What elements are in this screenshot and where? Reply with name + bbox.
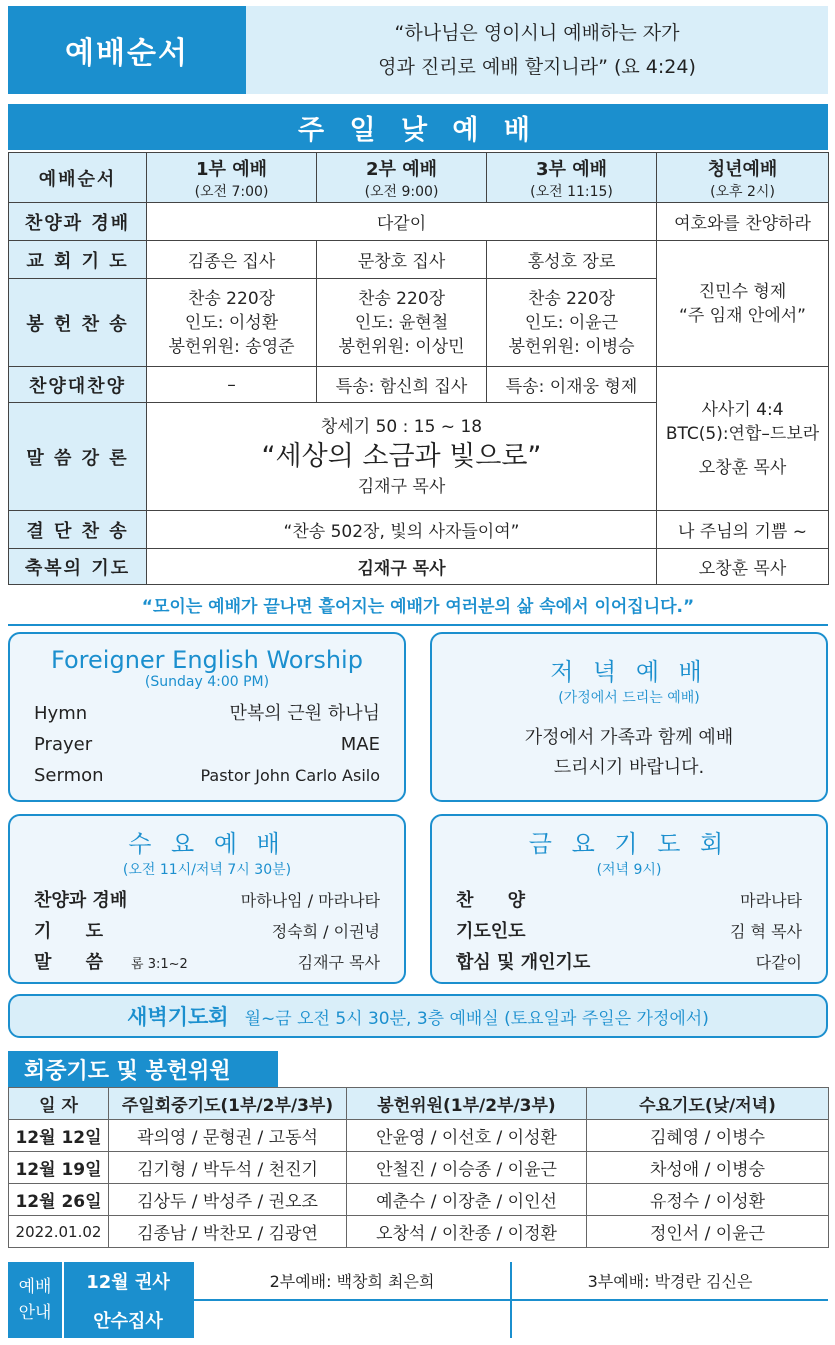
col-header-youth: 청년예배 (오후 2시) bbox=[657, 153, 829, 203]
guide-body bbox=[64, 1262, 828, 1338]
evening-text-2: 드리시기 바랍니다. bbox=[553, 757, 705, 778]
decision-youth: 나 주님의 기쁨 ~ bbox=[657, 511, 829, 549]
guide-head: 예배 안내 bbox=[8, 1262, 64, 1338]
youth-prayer-offering: 진민수 형제 “주 임재 안에서” bbox=[657, 241, 829, 367]
worship-order-table bbox=[8, 152, 829, 585]
header-quote bbox=[246, 6, 828, 94]
sermon-title: “세상의 소금과 빛으로” bbox=[261, 440, 542, 472]
english-sub: (Sunday 4:00 PM) bbox=[144, 674, 270, 690]
english-row: Prayer MAE bbox=[34, 734, 380, 755]
divider bbox=[8, 624, 828, 626]
choir-1: – bbox=[147, 367, 317, 403]
friday-row: 기도인도 김 혁 목사 bbox=[456, 921, 802, 942]
english-title: Foreigner English Worship bbox=[51, 646, 363, 674]
sermon-main bbox=[147, 403, 657, 511]
benediction-all: 김재구 목사 bbox=[147, 549, 657, 585]
slogan: “모이는 예배가 끝나면 흩어지는 예배가 여러분의 삶 속에서 이어집니다.” bbox=[141, 597, 695, 617]
guide-row-deaconess bbox=[64, 1262, 828, 1301]
col-header-2: 2부 예배 (오전 9:00) bbox=[317, 153, 487, 203]
friday-title: 금 요 기 도 회 bbox=[528, 830, 730, 858]
wednesday-worship-box bbox=[8, 814, 406, 984]
praise-all: 다같이 bbox=[147, 203, 657, 241]
quote-line-1: “하나님은 영이시니 예배하는 자가 bbox=[394, 22, 680, 44]
wednesday-row: 말 씀 롬 3:1~2 김재구 목사 bbox=[34, 952, 380, 973]
sermon-preacher: 김재구 목사 bbox=[357, 476, 446, 497]
col-header-1: 1부 예배 (오전 7:00) bbox=[147, 153, 317, 203]
header-date: 일 자 bbox=[9, 1088, 109, 1120]
offering-1: 찬송 220장 인도: 이성환 봉헌위원: 송영준 bbox=[147, 279, 317, 367]
wednesday-title: 수 요 예 배 bbox=[128, 830, 286, 858]
guide-cell bbox=[192, 1301, 510, 1338]
english-row: Sermon Pastor John Carlo Asilo bbox=[34, 765, 380, 786]
youth-sermon: 사사기 4:4 BTC(5):연합–드보라 오창훈 목사 bbox=[657, 367, 829, 511]
header-tag: 예배순서 bbox=[8, 6, 246, 94]
table-row: 2022.01.02 김종남 / 박찬모 / 김광연 오창석 / 이찬종 / 이정환 정인서 / 이윤근 bbox=[9, 1216, 829, 1248]
guide-cell: 2부예배: 백창희 최은희 bbox=[192, 1262, 510, 1299]
evening-worship-box bbox=[430, 632, 828, 802]
friday-prayer-box bbox=[430, 814, 828, 984]
prayer-2: 문창호 집사 bbox=[317, 241, 487, 279]
friday-sub: (저녁 9시) bbox=[596, 862, 662, 878]
sunday-worship-title: 주 일 낮 예 배 bbox=[8, 104, 828, 150]
table-row: 12월 26일 김상두 / 박성주 / 권오조 예춘수 / 이장춘 / 이인선 유정수 / 이성환 bbox=[9, 1184, 829, 1216]
wednesday-row: 찬양과 경배 마하나임 / 마라나타 bbox=[34, 890, 380, 911]
worship-guide bbox=[8, 1262, 828, 1338]
prayer-1: 김종은 집사 bbox=[147, 241, 317, 279]
dawn-title: 새벽기도회 bbox=[127, 1005, 229, 1029]
evening-title: 저 녁 예 배 bbox=[550, 658, 708, 686]
guide-cell: 3부예배: 박경란 김신은 bbox=[510, 1262, 828, 1299]
row-label-offering: 봉 헌 찬 송 bbox=[9, 279, 147, 367]
guide-cell bbox=[510, 1301, 828, 1338]
guide-row-deacon bbox=[64, 1301, 828, 1338]
offering-3: 찬송 220장 인도: 이윤근 봉헌위원: 이병승 bbox=[487, 279, 657, 367]
header-sunday-prayer: 주일회중기도(1부/2부/3부) bbox=[109, 1088, 347, 1120]
quote-line-2: 영과 진리로 예배 할지니라” (요 4:24) bbox=[378, 56, 696, 78]
row-label-prayer: 교 회 기 도 bbox=[9, 241, 147, 279]
prayer-committee-table bbox=[8, 1087, 829, 1248]
choir-3: 특송: 이재웅 형제 bbox=[487, 367, 657, 403]
header-offering: 봉헌위원(1부/2부/3부) bbox=[347, 1088, 587, 1120]
dawn-desc: 월~금 오전 5시 30분, 3층 예배실 (토요일과 주일은 가정에서) bbox=[244, 1008, 709, 1029]
offering-2: 찬송 220장 인도: 윤현철 봉헌위원: 이상민 bbox=[317, 279, 487, 367]
guide-label: 안수집사 bbox=[93, 1310, 163, 1332]
prayer-committee-title: 회중기도 및 봉헌위원 bbox=[8, 1051, 278, 1087]
guide-label: 12월 권사 bbox=[86, 1271, 170, 1293]
header bbox=[8, 6, 828, 94]
dawn-prayer-banner bbox=[8, 994, 828, 1038]
evening-text: 가정에서 가족과 함께 예배 bbox=[524, 727, 734, 748]
evening-sub: (가정에서 드리는 예배) bbox=[558, 690, 700, 706]
friday-row: 합심 및 개인기도 다같이 bbox=[456, 952, 802, 973]
row-label-choir: 찬양대찬양 bbox=[9, 367, 147, 403]
header-wednesday-prayer: 수요기도(낮/저녁) bbox=[587, 1088, 829, 1120]
wednesday-row: 기 도 정숙희 / 이권녕 bbox=[34, 921, 380, 942]
choir-2: 특송: 함신희 집사 bbox=[317, 367, 487, 403]
decision-all: “찬송 502장, 빛의 사자들이여” bbox=[147, 511, 657, 549]
row-label-decision: 결 단 찬 송 bbox=[9, 511, 147, 549]
friday-row: 찬 양 마라나타 bbox=[456, 890, 802, 911]
sermon-scripture: 창세기 50 : 15 ~ 18 bbox=[320, 416, 483, 437]
row-label-praise: 찬양과 경배 bbox=[9, 203, 147, 241]
wednesday-sub: (오전 11시/저녁 7시 30분) bbox=[122, 862, 292, 878]
praise-youth: 여호와를 찬양하라 bbox=[657, 203, 829, 241]
prayer-3: 홍성호 장로 bbox=[487, 241, 657, 279]
col-header-3: 3부 예배 (오전 11:15) bbox=[487, 153, 657, 203]
row-label-sermon: 말 씀 강 론 bbox=[9, 403, 147, 511]
corner-header: 예배순서 bbox=[9, 153, 147, 203]
table-row: 12월 19일 김기형 / 박두석 / 천진기 안철진 / 이승종 / 이윤근 차성애 / 이병숭 bbox=[9, 1152, 829, 1184]
benediction-youth: 오창훈 목사 bbox=[657, 549, 829, 585]
english-worship-box bbox=[8, 632, 406, 802]
row-label-benediction: 축복의 기도 bbox=[9, 549, 147, 585]
english-row: Hymn 만복의 근원 하나님 bbox=[34, 703, 380, 724]
table-row: 12월 12일 곽의영 / 문형권 / 고동석 안윤영 / 이선호 / 이성환 김혜영 / 이병수 bbox=[9, 1120, 829, 1152]
